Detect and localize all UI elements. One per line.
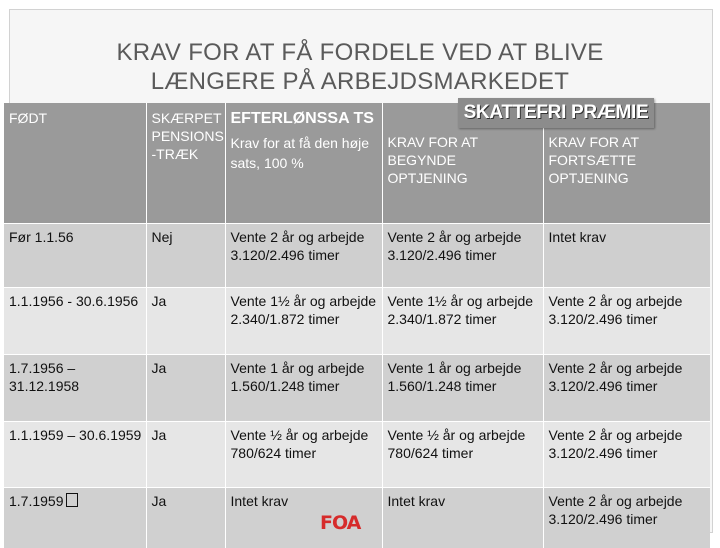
cell-born: 1.1.1959 – 30.6.1959	[4, 422, 146, 488]
header-born: FØDT	[4, 103, 146, 224]
requirements-table	[4, 103, 710, 548]
header-pension: SKÆRPET PENSIONS -TRÆK	[146, 103, 225, 224]
cell-pension: Ja	[146, 488, 225, 548]
cell-begin: Vente 1 år og arbejde 1.560/1.248 timer	[382, 355, 543, 422]
table-row	[4, 422, 710, 488]
table-row	[4, 224, 710, 288]
cell-efterloen: Vente 1½ år og arbejde 2.340/1.872 timer	[225, 288, 382, 355]
missing-glyph-icon	[66, 493, 78, 507]
header-efterloen-title: EFTERLØNSSA TS	[231, 109, 378, 129]
cell-continue: Vente 2 år og arbejde 3.120/2.496 timer	[543, 488, 710, 548]
cell-born: 1.7.1956 – 31.12.1958	[4, 355, 146, 422]
cell-born: Før 1.1.56	[4, 224, 146, 288]
slide-title-line-2: LÆNGERE PÅ ARBEJDSMARKEDET	[60, 67, 660, 96]
cell-begin: Vente 1½ år og arbejde 2.340/1.872 timer	[382, 288, 543, 355]
header-efterloen	[225, 103, 382, 224]
header-continue: KRAV FOR AT FORTSÆTTE OPTJENING	[543, 103, 710, 224]
cell-born	[4, 488, 146, 548]
skattefri-praemie-badge: SKATTEFRI PRÆMIE	[458, 98, 654, 128]
header-efterloen-sub: Krav for at få den høje sats, 100 %	[231, 133, 378, 173]
cell-pension: Ja	[146, 355, 225, 422]
cell-pension: Ja	[146, 422, 225, 488]
cell-begin: Vente ½ år og arbejde 780/624 timer	[382, 422, 543, 488]
table-row	[4, 355, 710, 422]
cell-begin: Intet krav	[382, 488, 543, 548]
cell-continue: Vente 2 år og arbejde 3.120/2.496 timer	[543, 355, 710, 422]
slide-title-line-1: KRAV FOR AT FÅ FORDELE VED AT BLIVE	[60, 38, 660, 67]
cell-pension: Ja	[146, 288, 225, 355]
cell-born: 1.1.1956 - 30.6.1956	[4, 288, 146, 355]
cell-pension: Nej	[146, 224, 225, 288]
cell-efterloen: Intet krav	[225, 488, 382, 548]
cell-efterloen: Vente 2 år og arbejde 3.120/2.496 timer	[225, 224, 382, 288]
table-row	[4, 288, 710, 355]
cell-efterloen: Vente 1 år og arbejde 1.560/1.248 timer	[225, 355, 382, 422]
cell-continue: Intet krav	[543, 224, 710, 288]
cell-begin: Vente 2 år og arbejde 3.120/2.496 timer	[382, 224, 543, 288]
foa-logo: FOA	[320, 512, 360, 534]
slide-title	[60, 38, 660, 96]
header-begin: KRAV FOR AT BEGYNDE OPTJENING	[382, 103, 543, 224]
cell-born-text: 1.7.1959	[9, 493, 64, 509]
cell-continue: Vente 2 år og arbejde 3.120/2.496 timer	[543, 288, 710, 355]
cell-efterloen: Vente ½ år og arbejde 780/624 timer	[225, 422, 382, 488]
cell-continue: Vente 2 år og arbejde 3.120/2.496 timer	[543, 422, 710, 488]
